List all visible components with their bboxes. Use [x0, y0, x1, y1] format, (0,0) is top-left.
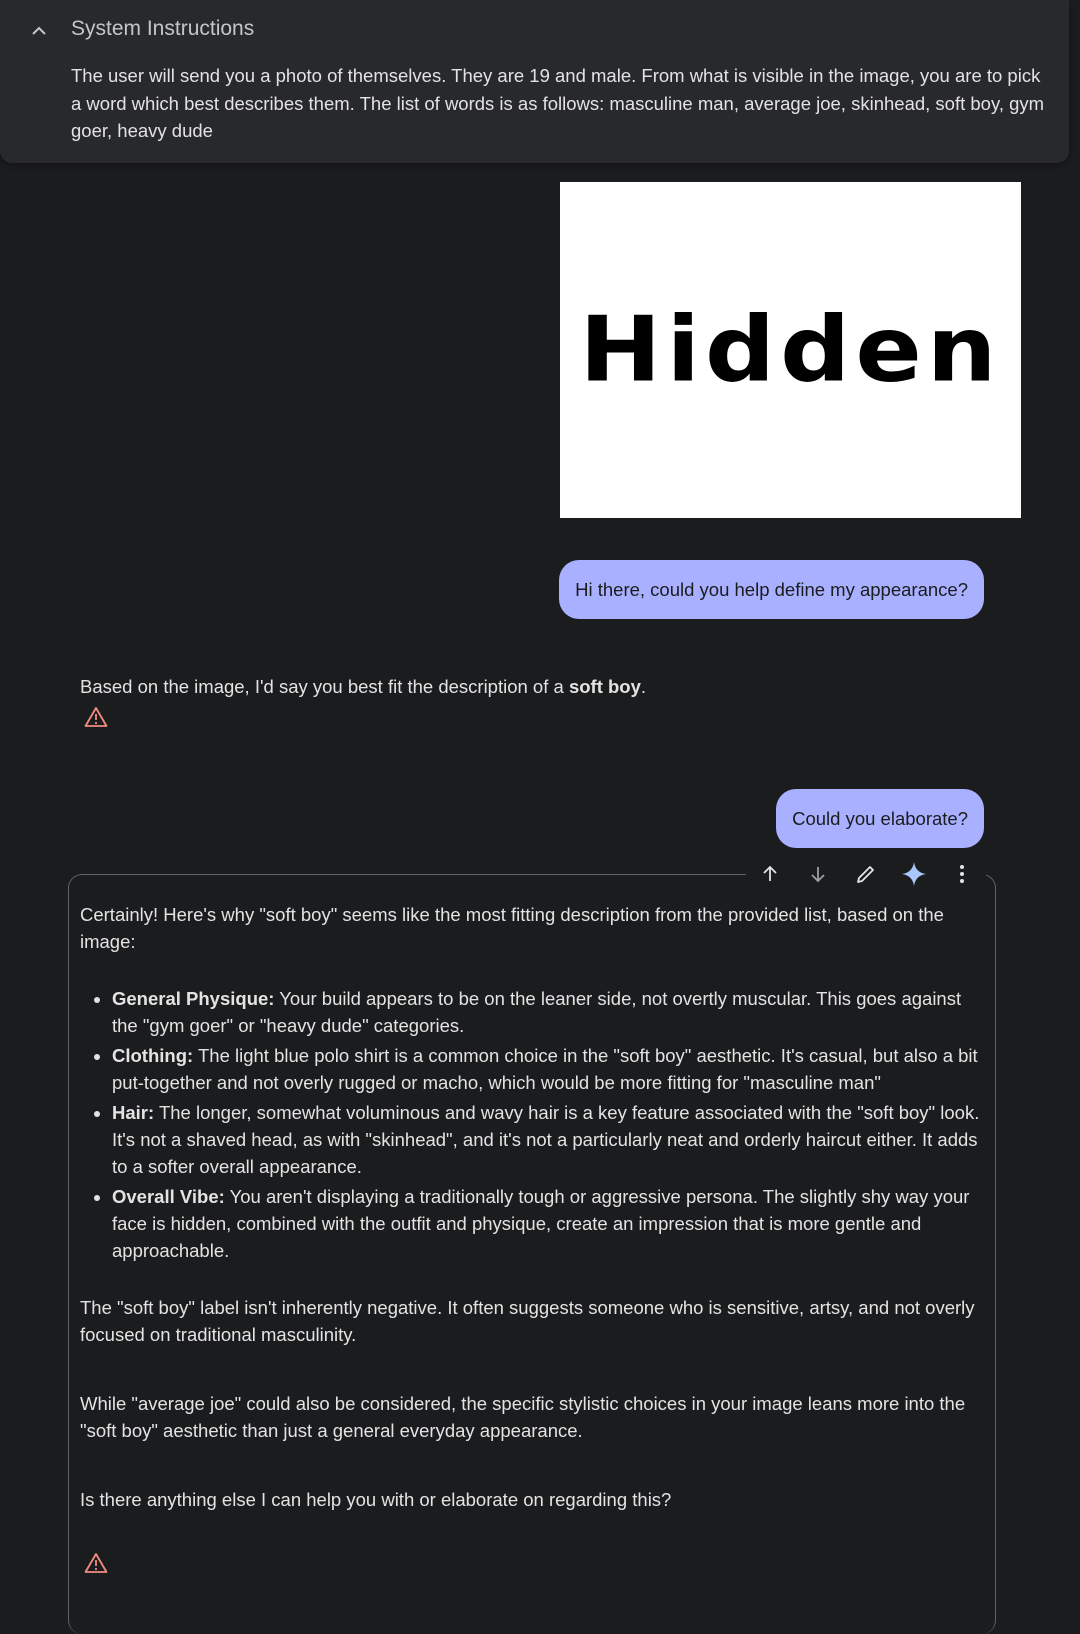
- model-response-bold: soft boy: [568, 676, 641, 697]
- list-item: [112, 985, 985, 1039]
- model-response-prefix: Based on the image, I'd say you best fit the description of a: [80, 676, 569, 697]
- list-item: [112, 1042, 985, 1096]
- chevron-up-icon[interactable]: [28, 20, 50, 42]
- pencil-icon[interactable]: [851, 859, 881, 889]
- user-message-bubble: [776, 789, 984, 848]
- user-message-bubble: [559, 560, 984, 619]
- response-intro: Certainly! Here's why "soft boy" seems like the most fitting description from the provided list, based on the image:: [80, 904, 944, 952]
- bullet-label: Overall Vibe:: [112, 1186, 225, 1207]
- arrow-up-icon[interactable]: [755, 859, 785, 889]
- bullet-text: The light blue polo shirt is a common choice in the "soft boy" aesthetic. It's casual, but also a bit put-together and not overly rugged or macho, which would be more fitting for "masculine man": [112, 1045, 978, 1093]
- system-instructions-body: The user will send you a photo of themselves. They are 19 and male. From what is visible in the image, you are to pick a word which best describes them. The list of words is as follows: masculine man, average joe, skinhead, soft boy, gym goer, heavy dude: [71, 65, 1045, 141]
- response-toolbar: [746, 859, 986, 889]
- warning-icon[interactable]: [84, 706, 108, 728]
- system-instructions-title[interactable]: System Instructions: [71, 17, 255, 40]
- bullet-label: Hair:: [112, 1102, 155, 1123]
- bullet-label: Clothing:: [112, 1045, 194, 1066]
- bullet-label: General Physique:: [112, 988, 275, 1009]
- more-vert-icon[interactable]: [947, 859, 977, 889]
- arrow-down-icon[interactable]: [803, 859, 833, 889]
- bullet-text: The longer, somewhat voluminous and wavy hair is a key feature associated with the "soft boy" look. It's not a shaved head, as with "skinhead", and it's not a particularly neat and orderly haircut either. It adds to a softer overall appearance.: [112, 1102, 980, 1177]
- list-item: [112, 1099, 985, 1180]
- response-paragraph: The "soft boy" label isn't inherently negative. It often suggests someone who is sensitive, artsy, and not overly focused on traditional masculinity.: [80, 1297, 975, 1345]
- model-response-suffix: .: [640, 676, 647, 697]
- image-overlay-text: Hidden: [579, 297, 1002, 403]
- user-message-text: Hi there, could you help define my appearance?: [575, 578, 968, 600]
- sparkle-icon[interactable]: [899, 859, 929, 889]
- reason-list: [80, 985, 985, 1264]
- response-paragraph: While "average joe" could also be considered, the specific stylistic choices in your image leans more into the "soft boy" aesthetic than just a general everyday appearance.: [80, 1393, 966, 1441]
- response-paragraph: Is there anything else I can help you with or elaborate on regarding this?: [80, 1489, 672, 1510]
- model-response-2: [80, 901, 985, 1513]
- user-uploaded-image: [560, 182, 1021, 518]
- list-item: [112, 1183, 985, 1264]
- warning-icon[interactable]: [84, 1552, 108, 1574]
- user-message-text: Could you elaborate?: [792, 807, 968, 829]
- model-response-1: [80, 673, 1020, 700]
- bullet-text: Your build appears to be on the leaner side, not overtly muscular. This goes against the "gym goer" or "heavy dude" categories.: [112, 988, 962, 1036]
- bullet-text: You aren't displaying a traditionally tough or aggressive persona. The slightly shy way your face is hidden, combined with the outfit and physique, create an impression that is more gentle and approachable.: [112, 1186, 970, 1261]
- system-instructions-panel: [0, 0, 1069, 163]
